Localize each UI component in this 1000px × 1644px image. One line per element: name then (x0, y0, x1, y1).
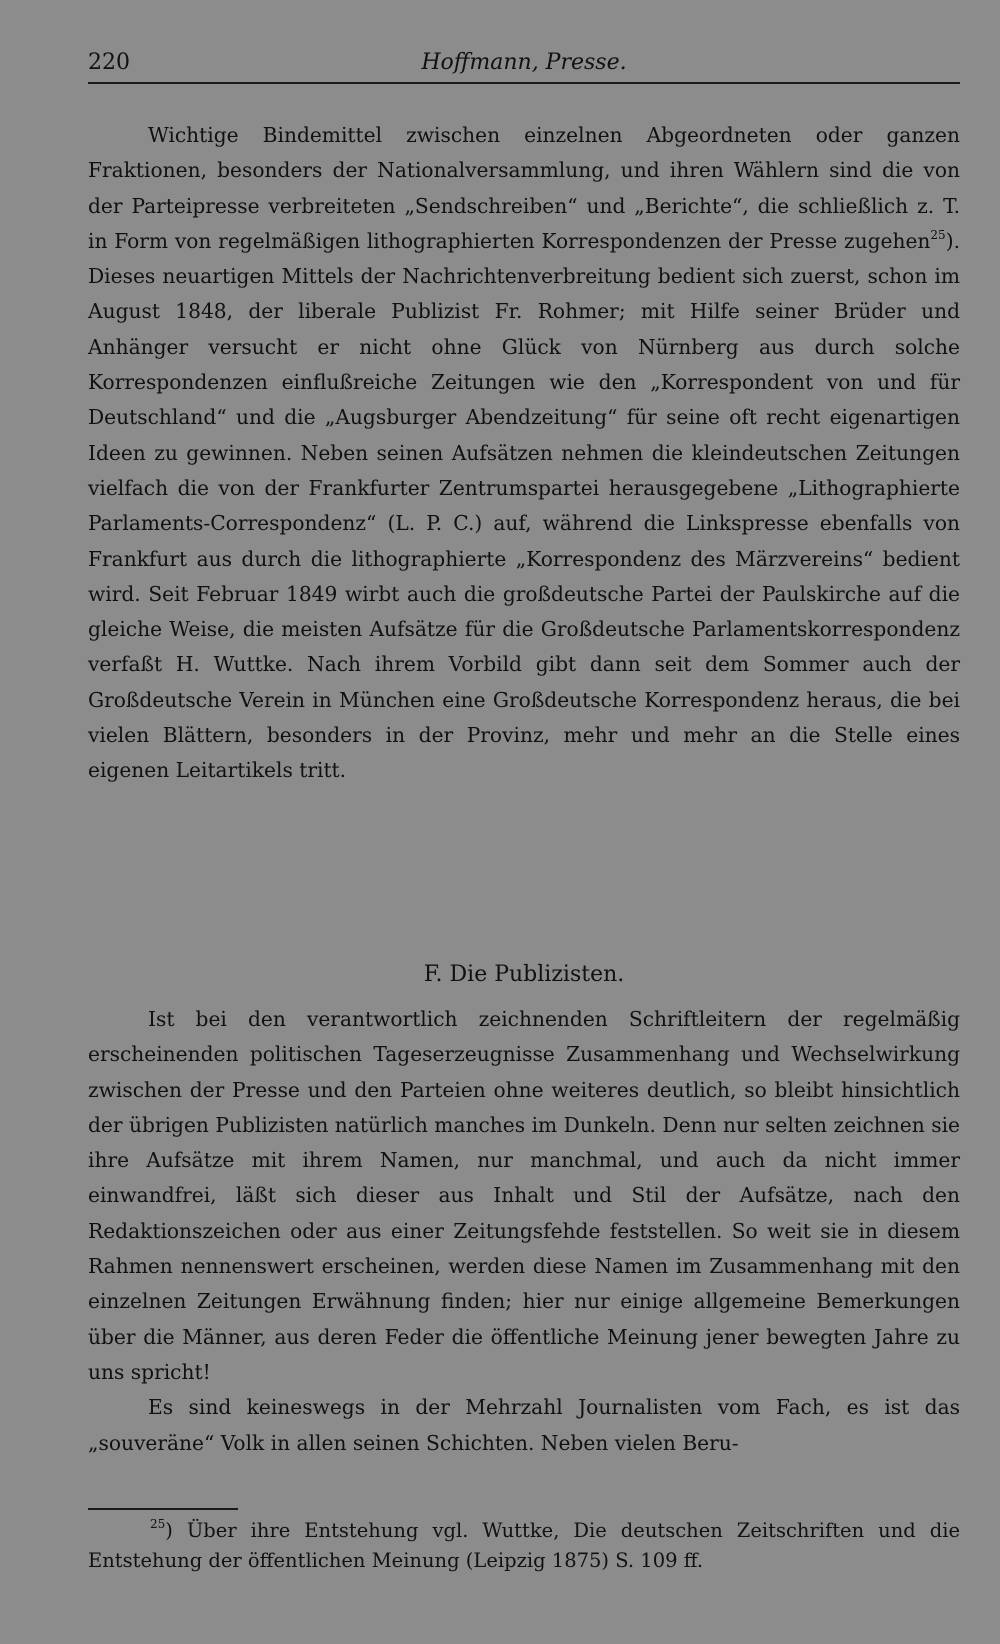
paragraph-text: Wichtige Bindemittel zwischen einzelnen Abgeordneten oder ganzen Fraktionen, besonders der Nationalversammlung, und ihren Wählern sind die von der Parteipresse verbreiteten „Sendschreiben“ und „Berichte“, die schließlich z. T. in Form von regelmäßigen lithographierten Korrespondenzen der Presse zugehen (88, 123, 960, 253)
paragraph-press-correspondence (88, 118, 960, 789)
footnote-text: ) Über ihre Entstehung vgl. Wuttke, Die deutschen Zeitschriften und die Entstehung der öffentlichen Meinung (Leipzig 1875) S. 109 ff. (88, 1519, 960, 1572)
section-heading: F. Die Publizisten. (423, 962, 625, 987)
footnote (88, 1516, 960, 1576)
footnote-divider (88, 1508, 238, 1510)
paragraph-text-continued: ). Dieses neuartigen Mittels der Nachrichtenverbreitung bedient sich zuerst, schon im August 1848, der liberale Publizist Fr. Rohmer; mit Hilfe seiner Brüder und Anhänger versucht er nicht ohne Glück von Nürnberg aus durch solche Korrespondenzen einflußreiche Zeitungen wie den „Korrespondent von und für Deutschland“ und die „Augsburger Abendzeitung“ für seine oft recht eigenartigen Ideen zu gewinnen. Neben seinen Aufsätzen nehmen die kleindeutschen Zeitungen vielfach die von der Frankfurter Zentrumspartei herausgegebene „Lithographierte Parlaments-Correspondenz“ (L. P. C.) auf, während die Linkspresse ebenfalls von Frankfurt aus durch die lithographierte „Korrespondenz des Märzvereins“ bedient wird. Seit Februar 1849 wirbt auch die großdeutsche Partei der Paulskirche auf die gleiche Weise, die meisten Aufsätze für die Großdeutsche Parlamentskorrespondenz verfaßt H. Wuttke. Nach ihrem Vorbild gibt dann seit dem Sommer auch der Großdeutsche Verein in München eine Großdeutsche Korrespondenz heraus, die bei vielen Blättern, besonders in der Provinz, mehr und mehr an die Stelle eines eigenen Leitartikels tritt. (88, 228, 960, 783)
running-title: Hoffmann, Presse. (421, 50, 627, 75)
paragraph-publicists: Ist bei den verantwortlich zeichnenden Schriftleitern der regelmäßig erscheinenden politischen Tageserzeugnisse Zusammenhang und Wechselwirkung zwischen der Presse und den Parteien ohne weiteres deutlich, so bleibt hinsichtlich der übrigen Publizisten natürlich manches im Dunkeln. Denn nur selten zeichnen sie ihre Aufsätze mit ihrem Namen, nur manchmal, und auch da nicht immer einwandfrei, läßt sich dieser aus Inhalt und Stil der Aufsätze, nach den Redaktionszeichen oder aus einer Zeitungsfehde feststellen. So weit sie in diesem Rahmen nennenswert erscheinen, werden diese Namen im Zusammenhang mit den einzelnen Zeitungen Erwähnung finden; hier nur einige allgemeine Bemerkungen über die Männer, aus deren Feder die öffentliche Meinung jener bewegten Jahre zu uns spricht! (88, 1007, 960, 1384)
footnote-number: 25 (150, 1517, 166, 1531)
main-text (88, 118, 960, 789)
running-head (88, 48, 960, 84)
paragraph-journalists: Es sind keineswegs in der Mehrzahl Journalisten vom Fach, es ist das „souveräne“ Volk in allen seinen Schichten. Neben vielen Beru- (88, 1395, 960, 1455)
page-number: 220 (88, 50, 130, 75)
section-text (88, 1002, 960, 1461)
footnote-reference: 25 (930, 227, 946, 242)
